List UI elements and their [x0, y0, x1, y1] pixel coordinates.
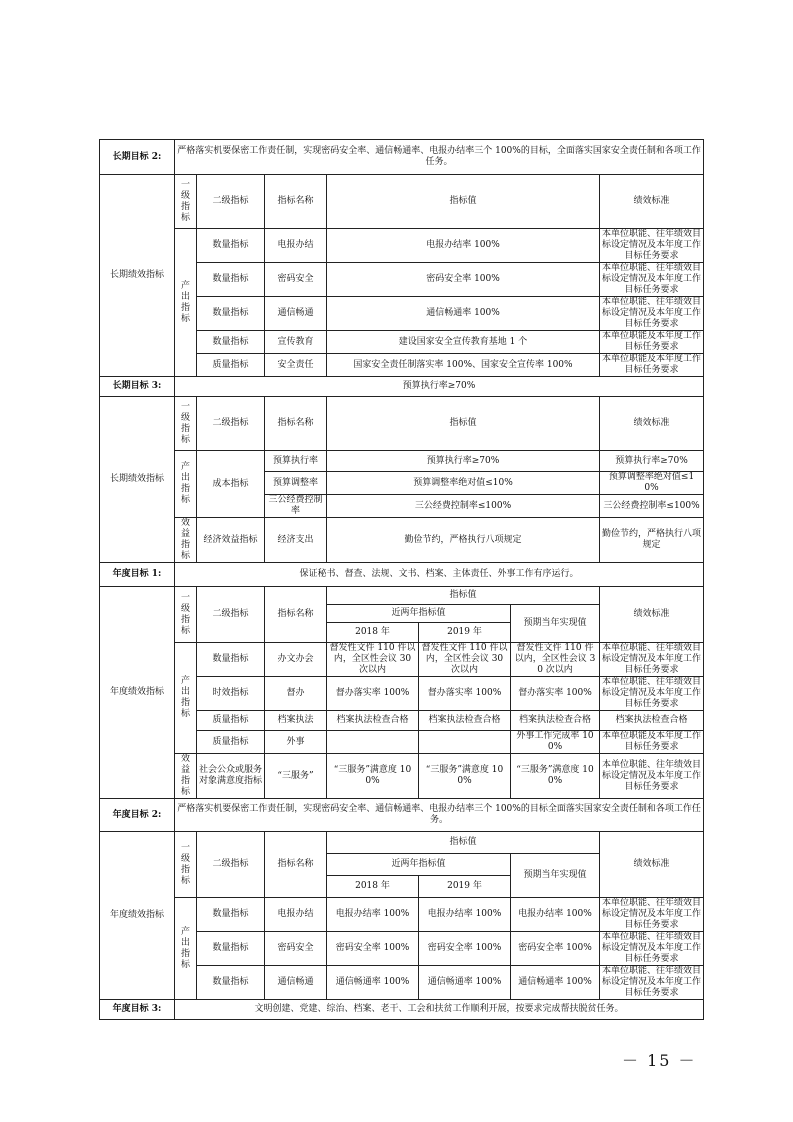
- l2-header: 二级指标: [197, 175, 265, 229]
- std-header: 绩效标准: [600, 397, 704, 451]
- benefit-label: 效益指标: [175, 518, 197, 563]
- name-cell: 预算调整率: [265, 472, 327, 495]
- value-2018-cell: [327, 731, 419, 754]
- output-label: 产出指标: [175, 451, 197, 518]
- value-header: 指标值: [327, 587, 600, 605]
- l2-cell: 质量指标: [197, 711, 265, 731]
- year-2019-header: 2019 年: [419, 623, 511, 643]
- value-2019-cell: 密码安全率 100%: [419, 932, 511, 966]
- value-expect-cell: 外事工作完成率 100%: [511, 731, 600, 754]
- name-cell: 密码安全: [265, 263, 327, 297]
- year-goal-3-label: 年度目标 3:: [100, 1000, 175, 1020]
- name-cell: 电报办结: [265, 229, 327, 263]
- header-row: [100, 397, 704, 451]
- value-2019-cell: 电报办结率 100%: [419, 898, 511, 932]
- std-cell: 本单位职能、往年绩效目标设定情况及本年度工作目标任务要求: [600, 677, 704, 711]
- year-2018-header: 2018 年: [327, 876, 419, 898]
- l2-cell: 质量指标: [197, 731, 265, 754]
- std-cell: 本单位职能及本年度工作目标任务要求: [600, 331, 704, 354]
- std-cell: 本单位职能及本年度工作目标任务要求: [600, 731, 704, 754]
- value-cell: 预算执行率≥70%: [327, 451, 600, 472]
- std-cell: 三公经费控制率≤100%: [600, 495, 704, 518]
- std-cell: 本单位职能、往年绩效目标设定情况及本年度工作目标任务要求: [600, 229, 704, 263]
- page-number: － 15 －: [622, 1051, 697, 1070]
- std-header: 绩效标准: [600, 832, 704, 898]
- value-2019-cell: 通信畅通率 100%: [419, 966, 511, 1000]
- l1-header: 一级指标: [175, 587, 197, 643]
- l1-header: 一级指标: [175, 832, 197, 898]
- value-2019-cell: 督发性文件 110 件以内，全区性会议 30 次以内: [419, 643, 511, 677]
- value-2018-cell: 电报办结率 100%: [327, 898, 419, 932]
- value-header: 指标值: [327, 397, 600, 451]
- output-label: 产出指标: [175, 229, 197, 377]
- expect-header: 预期当年实现值: [511, 854, 600, 898]
- year-goal-1-label: 年度目标 1:: [100, 563, 175, 587]
- l1-header: 一级指标: [175, 175, 197, 229]
- output-label: 产出指标: [175, 643, 197, 754]
- name-cell: “三服务”: [265, 754, 327, 799]
- name-cell: 预算执行率: [265, 451, 327, 472]
- l2-cell: 数量指标: [197, 263, 265, 297]
- name-cell: 通信畅通: [265, 966, 327, 1000]
- value-expect-cell: “三服务”满意度 100%: [511, 754, 600, 799]
- std-cell: 预算执行率≥70%: [600, 451, 704, 472]
- name-cell: 外事: [265, 731, 327, 754]
- std-cell: 本单位职能、往年绩效目标设定情况及本年度工作目标任务要求: [600, 297, 704, 331]
- year-goal-2-label: 年度目标 2:: [100, 799, 175, 832]
- l2-cell: 数量指标: [197, 932, 265, 966]
- name-cell: 密码安全: [265, 932, 327, 966]
- value-2019-cell: 档案执法检查合格: [419, 711, 511, 731]
- long-goal-3-label: 长期目标 3:: [100, 377, 175, 397]
- std-header: 绩效标准: [600, 587, 704, 643]
- l2-cell: 数量指标: [197, 643, 265, 677]
- value-cell: 三公经费控制率≤100%: [327, 495, 600, 518]
- year-goal-2-row: [100, 799, 704, 832]
- std-cell: 本单位职能、往年绩效目标设定情况及本年度工作目标任务要求: [600, 263, 704, 297]
- perf-label: 年度绩效指标: [100, 832, 175, 1000]
- value-2018-cell: 督办落实率 100%: [327, 677, 419, 711]
- long-goal-3-text: 预算执行率≥70%: [175, 377, 704, 397]
- l2-cell: 经济效益指标: [197, 518, 265, 563]
- name-header: 指标名称: [265, 587, 327, 643]
- l2-cell: 数量指标: [197, 331, 265, 354]
- name-header: 指标名称: [265, 832, 327, 898]
- table-row: [100, 518, 704, 563]
- l2-cell: 数量指标: [197, 966, 265, 1000]
- l2-cell: 数量指标: [197, 229, 265, 263]
- name-cell: 宣传教育: [265, 331, 327, 354]
- value-expect-cell: 电报办结率 100%: [511, 898, 600, 932]
- value-header: 指标值: [327, 832, 600, 854]
- name-cell: 经济支出: [265, 518, 327, 563]
- output-label: 产出指标: [175, 898, 197, 1000]
- value-2019-cell: 督办落实率 100%: [419, 677, 511, 711]
- table-row: [100, 229, 704, 263]
- table-row: [100, 643, 704, 677]
- table-row: [100, 754, 704, 799]
- year-2019-header: 2019 年: [419, 876, 511, 898]
- std-cell: 本单位职能、往年绩效目标设定情况及本年度工作目标任务要求: [600, 754, 704, 799]
- name-header: 指标名称: [265, 397, 327, 451]
- l2-cell: 质量指标: [197, 354, 265, 377]
- year-goal-3-text: 文明创建、党建、综治、档案、老干、工会和扶贫工作顺利开展，按要求完成帮扶脱贫任务。: [175, 1000, 704, 1020]
- header-row: [100, 175, 704, 229]
- table-row: [100, 898, 704, 932]
- perf-label: 长期绩效指标: [100, 175, 175, 377]
- year-goal-1-text: 保证秘书、督查、法规、文书、档案、主体责任、外事工作有序运行。: [175, 563, 704, 587]
- std-header: 绩效标准: [600, 175, 704, 229]
- value-expect-cell: 通信畅通率 100%: [511, 966, 600, 1000]
- year-2018-header: 2018 年: [327, 623, 419, 643]
- value-2018-cell: 档案执法检查合格: [327, 711, 419, 731]
- recent-header: 近两年指标值: [327, 854, 511, 876]
- table-row: [100, 451, 704, 472]
- l2-cell: 社会公众或服务对象满意度指标: [197, 754, 265, 799]
- value-expect-cell: 督办落实率 100%: [511, 677, 600, 711]
- performance-table: [99, 139, 704, 1020]
- std-cell: 本单位职能、往年绩效目标设定情况及本年度工作目标任务要求: [600, 898, 704, 932]
- std-cell: 本单位职能及本年度工作目标任务要求: [600, 354, 704, 377]
- value-cell: 电报办结率 100%: [327, 229, 600, 263]
- std-cell: 本单位职能、往年绩效目标设定情况及本年度工作目标任务要求: [600, 932, 704, 966]
- name-cell: 安全责任: [265, 354, 327, 377]
- value-cell: 勤俭节约，严格执行八项规定: [327, 518, 600, 563]
- header-row: [100, 587, 704, 605]
- name-cell: 三公经费控制率: [265, 495, 327, 518]
- value-2018-cell: 督发性文件 110 件以内，全区性会议 30 次以内: [327, 643, 419, 677]
- value-cell: 通信畅通率 100%: [327, 297, 600, 331]
- benefit-label: 效益指标: [175, 754, 197, 799]
- std-cell: 档案执法检查合格: [600, 711, 704, 731]
- value-cell: 密码安全率 100%: [327, 263, 600, 297]
- value-2019-cell: “三服务”满意度 100%: [419, 754, 511, 799]
- header-row: [100, 832, 704, 854]
- l2-cell: 数量指标: [197, 898, 265, 932]
- value-expect-cell: 档案执法检查合格: [511, 711, 600, 731]
- l2-cell: 时效指标: [197, 677, 265, 711]
- std-cell: 预算调整率绝对值≤10%: [600, 472, 704, 495]
- name-cell: 通信畅通: [265, 297, 327, 331]
- value-2018-cell: 密码安全率 100%: [327, 932, 419, 966]
- value-cell: 建设国家安全宣传教育基地 1 个: [327, 331, 600, 354]
- perf-label: 年度绩效指标: [100, 587, 175, 799]
- std-cell: 勤俭节约，严格执行八项规定: [600, 518, 704, 563]
- l2-header: 二级指标: [197, 832, 265, 898]
- value-expect-cell: 督发性文件 110 件以内，全区性会议 30 次以内: [511, 643, 600, 677]
- name-cell: 办文办会: [265, 643, 327, 677]
- value-cell: 预算调整率绝对值≤10%: [327, 472, 600, 495]
- l2-header: 二级指标: [197, 397, 265, 451]
- l2-header: 二级指标: [197, 587, 265, 643]
- value-expect-cell: 密码安全率 100%: [511, 932, 600, 966]
- year-goal-1-row: [100, 563, 704, 587]
- recent-header: 近两年指标值: [327, 605, 511, 623]
- value-2018-cell: “三服务”满意度 100%: [327, 754, 419, 799]
- name-cell: 档案执法: [265, 711, 327, 731]
- std-cell: 本单位职能、往年绩效目标设定情况及本年度工作目标任务要求: [600, 643, 704, 677]
- long-goal-2-label: 长期目标 2:: [100, 140, 175, 175]
- l1-header: 一级指标: [175, 397, 197, 451]
- value-header: 指标值: [327, 175, 600, 229]
- l2-cell: 成本指标: [197, 451, 265, 518]
- long-goal-2-row: [100, 140, 704, 175]
- year-goal-2-text: 严格落实机要保密工作责任制，实现密码安全率、通信畅通率、电报办结率三个 100%的目标全面落实国家安全责任制和各项工作任务。: [175, 799, 704, 832]
- value-2018-cell: 通信畅通率 100%: [327, 966, 419, 1000]
- value-2019-cell: [419, 731, 511, 754]
- std-cell: 本单位职能、往年绩效目标设定情况及本年度工作目标任务要求: [600, 966, 704, 1000]
- year-goal-3-row: [100, 1000, 704, 1020]
- long-goal-2-text: 严格落实机要保密工作责任制，实现密码安全率、通信畅通率、电报办结率三个 100%的目标，全面落实国家安全责任制和各项工作任务。: [175, 140, 704, 175]
- l2-cell: 数量指标: [197, 297, 265, 331]
- perf-label: 长期绩效指标: [100, 397, 175, 563]
- name-cell: 督办: [265, 677, 327, 711]
- name-cell: 电报办结: [265, 898, 327, 932]
- value-cell: 国家安全责任制落实率 100%、国家安全宣传率 100%: [327, 354, 600, 377]
- name-header: 指标名称: [265, 175, 327, 229]
- expect-header: 预期当年实现值: [511, 605, 600, 643]
- long-goal-3-row: [100, 377, 704, 397]
